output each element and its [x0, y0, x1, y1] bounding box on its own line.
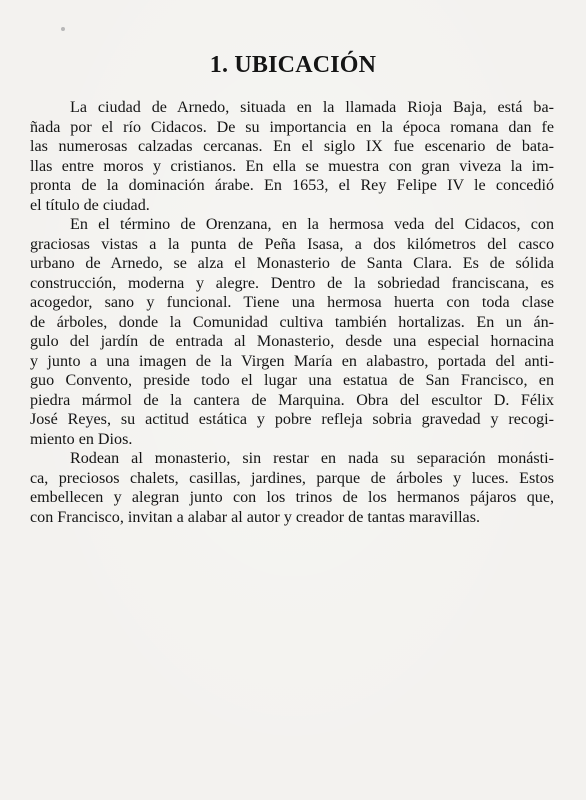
- text-line: piedra mármol de la cantera de Marquina. Obra del escultor D. Félix: [30, 391, 554, 409]
- text-line: urbano de Arnedo, se alza el Monasterio de Santa Clara. Es de sólida: [30, 255, 554, 272]
- text-line: En el término de Orenzana, en la hermosa veda del Cidacos, con: [70, 216, 554, 233]
- text-line: ñada por el río Cidacos. De su importancia en la época romana dan fe: [30, 118, 554, 136]
- text-line: y junto a una imagen de la Virgen María en alabastro, portada del anti-: [30, 352, 554, 370]
- speck-mark: [61, 27, 65, 31]
- paragraph-3: [30, 449, 554, 527]
- text-line: las numerosas calzadas cercanas. En el siglo IX fue escenario de bata-: [30, 138, 554, 155]
- text-line: de árboles, donde la Comunidad cultiva también hortalizas. En un án-: [30, 313, 554, 331]
- text-line: acogedor, sano y funcional. Tiene una hermosa huerta con toda clase: [30, 294, 554, 311]
- text-line: guo Convento, preside todo el lugar una estatua de San Francisco, en: [30, 372, 554, 389]
- text-line: graciosas vistas a la punta de Peña Isasa, a dos kilómetros del casco: [30, 235, 554, 253]
- paragraph-2: [30, 215, 554, 449]
- text-line: llas entre moros y cristianos. En ella se muestra con gran viveza la im-: [30, 157, 554, 175]
- body-text: [30, 98, 554, 527]
- text-line: Rodean al monasterio, sin restar en nada su separación monásti-: [70, 450, 554, 467]
- text-line: el título de ciudad.: [30, 196, 150, 214]
- text-line: ca, preciosos chalets, casillas, jardines, parque de árboles y luces. Estos: [30, 469, 554, 487]
- text-line: La ciudad de Arnedo, situada en la llamada Rioja Baja, está ba-: [70, 99, 554, 116]
- text-line: embellecen y alegran junto con los trinos de los hermanos pájaros que,: [30, 489, 554, 506]
- text-line: construcción, moderna y alegre. Dentro de la sobriedad franciscana, es: [30, 274, 554, 292]
- paragraph-1: [30, 98, 554, 215]
- text-line: José Reyes, su actitud estática y pobre refleja sobria gravedad y recogi-: [30, 411, 554, 428]
- text-line: pronta de la dominación árabe. En 1653, el Rey Felipe IV le concedió: [30, 177, 554, 194]
- page-title: 1. UBICACIÓN: [209, 52, 377, 78]
- text-line: con Francisco, invitan a alabar al autor y creador de tantas maravillas.: [30, 508, 480, 526]
- text-line: gulo del jardín de entrada al Monasterio, desde una especial hornacina: [30, 333, 554, 350]
- text-line: miento en Dios.: [30, 430, 133, 448]
